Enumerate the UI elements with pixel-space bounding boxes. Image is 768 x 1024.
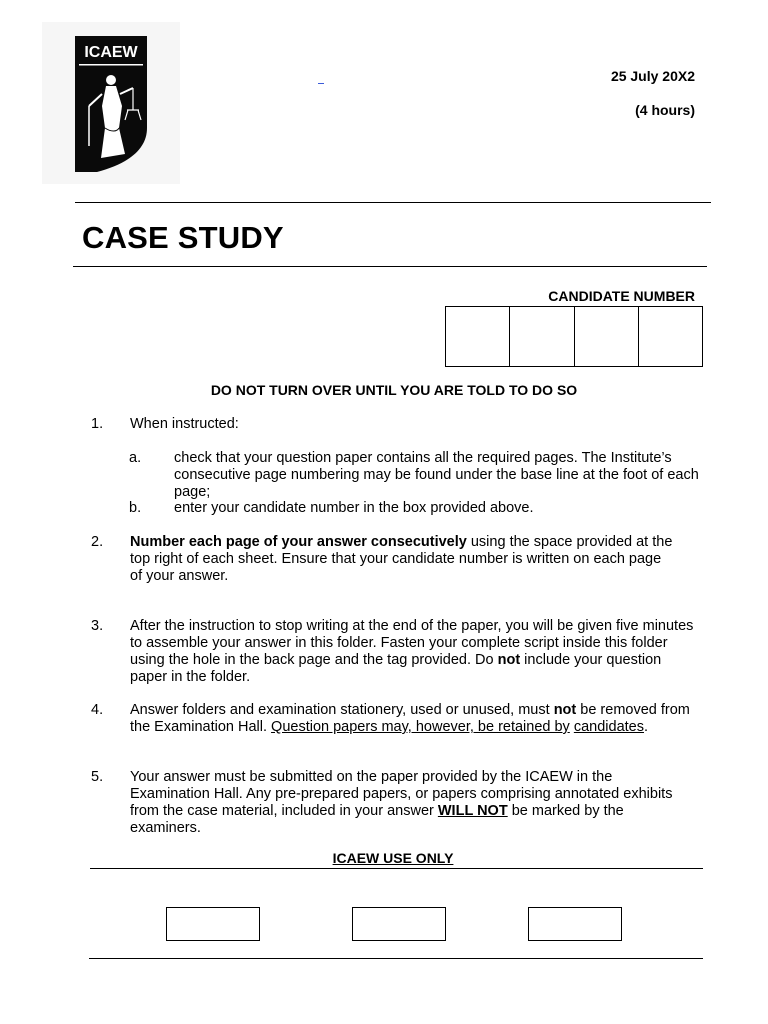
exam-date: 25 July 20X2	[610, 68, 695, 84]
stray-mark	[318, 83, 324, 84]
item-5-post: be marked by the examiners.	[130, 803, 624, 836]
item-number: 3.	[91, 618, 104, 634]
logo-text: ICAEW	[84, 44, 138, 61]
candidate-digit-box[interactable]	[510, 307, 574, 366]
notice-heading: DO NOT TURN OVER UNTIL YOU ARE TOLD TO DO SO	[210, 382, 578, 398]
item-number: 5.	[91, 769, 104, 785]
item-number: 1.	[91, 416, 104, 432]
item-2-text	[130, 534, 695, 585]
candidate-digit-box[interactable]	[575, 307, 639, 366]
sub-item-a-text: check that your question paper contains all the required pages. The Institute’s consecutive page numbering may be found under the base line at the foot of each page;	[174, 450, 699, 500]
exam-duration: (4 hours)	[635, 102, 695, 118]
divider-title	[73, 266, 707, 267]
use-only-box[interactable]	[352, 907, 446, 941]
candidate-digit-box[interactable]	[639, 307, 702, 366]
sub-item-letter: b.	[129, 500, 142, 516]
use-only-box[interactable]	[166, 907, 260, 941]
divider-bottom	[89, 958, 703, 959]
item-2-tail: of your answer.	[130, 568, 229, 584]
item-3-pre: After the instruction to stop writing at the end of the paper, you will be given five minutes to assemble your answer in this folder. Fasten your complete script inside this folder using the hole in the back page and the tag provided. Do	[130, 618, 694, 668]
item-4-bold: not	[553, 702, 577, 718]
item-4-underline: Question papers may, however, be retained by	[271, 719, 570, 735]
page-title: CASE STUDY	[82, 220, 284, 255]
sub-item-letter: a.	[129, 450, 142, 466]
item-4-underline-candidates: candidates	[573, 719, 644, 735]
item-number: 4.	[91, 702, 104, 718]
candidate-digit-box[interactable]	[446, 307, 510, 366]
divider-top	[75, 202, 711, 203]
use-only-box[interactable]	[528, 907, 622, 941]
item-5-bold-underline: WILL NOT	[437, 803, 508, 819]
item-3-text	[130, 618, 695, 686]
divider-use-only	[90, 868, 703, 869]
item-4-mid: be removed from the Examination Hall.	[130, 702, 690, 735]
item-number: 2.	[91, 534, 104, 550]
item-2-rest: using the space provided at the top right of each sheet. Ensure that your candidate number is written on each page	[130, 534, 673, 567]
item-4-text	[130, 702, 695, 736]
candidate-number-boxes	[445, 306, 703, 367]
item-5-text	[130, 769, 695, 837]
item-4-end: .	[643, 719, 649, 735]
item-3-bold: not	[497, 652, 521, 668]
item-2-bold: Number each page of your answer consecutively	[130, 534, 467, 550]
icaew-use-only-heading: ICAEW USE ONLY	[332, 850, 454, 866]
item-1-text: When instructed:	[130, 416, 239, 432]
candidate-number-label: CANDIDATE NUMBER	[548, 288, 695, 304]
item-3-post: include your question paper in the folder.	[130, 652, 662, 685]
item-4-pre: Answer folders and examination stationery, used or unused, must	[130, 702, 554, 718]
sub-item-b-text: enter your candidate number in the box provided above.	[174, 500, 534, 516]
icaew-logo	[75, 36, 147, 172]
item-5-pre: Your answer must be submitted on the paper provided by the ICAEW in the Examination Hall. Any pre-prepared papers, or papers comprising annotated exhibits from the case material, included in your answer	[130, 769, 673, 819]
